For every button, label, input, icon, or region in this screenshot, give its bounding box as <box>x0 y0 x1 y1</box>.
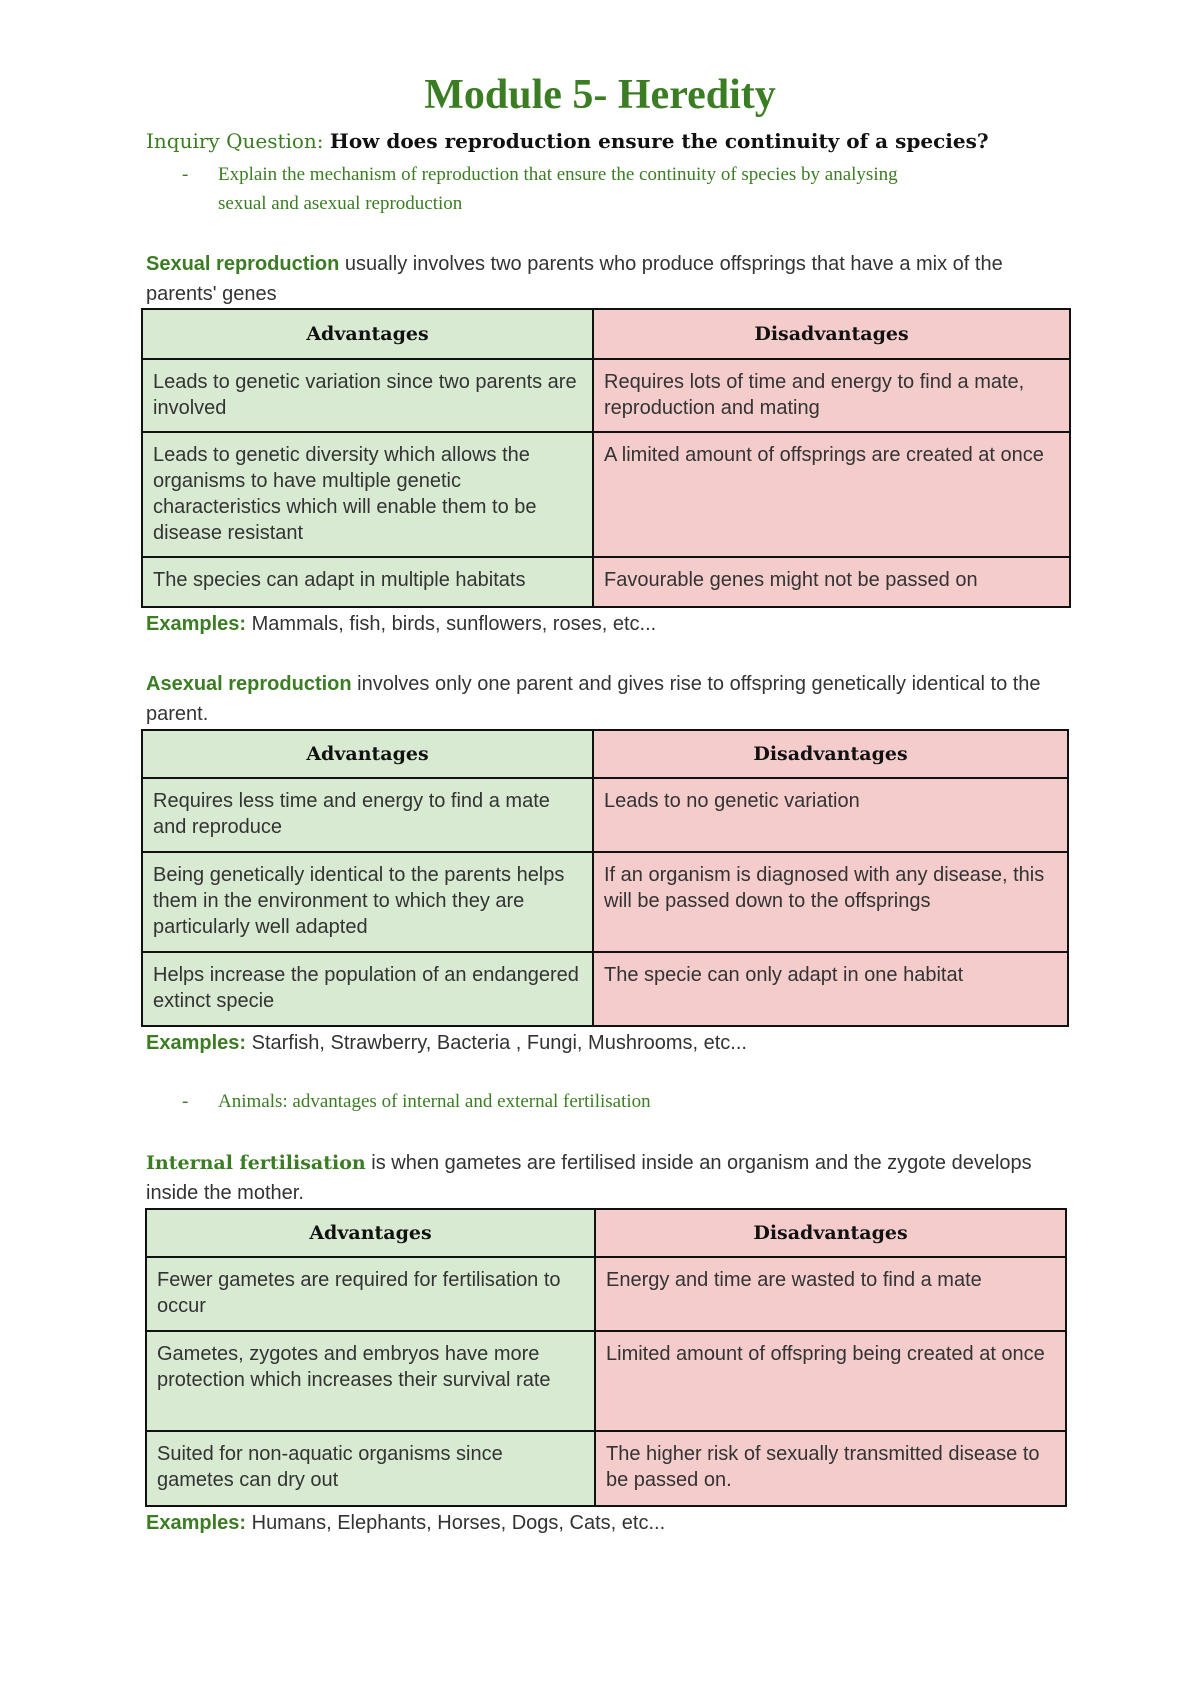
advantage-cell: The species can adapt in multiple habitats <box>142 557 593 607</box>
advantage-cell: Gametes, zygotes and embryos have more protection which increases their survival rate <box>146 1331 595 1431</box>
section-description: is when gametes are fertilised inside an organism and the zygote develops inside the mother. <box>146 1152 1032 1204</box>
examples-text: Starfish, Strawberry, Bacteria , Fungi, Mushrooms, etc... <box>246 1032 747 1054</box>
advantages-header: Advantages <box>142 730 593 778</box>
bullet-dash: - <box>182 164 189 185</box>
examples-text: Mammals, fish, birds, sunflowers, roses, etc... <box>246 613 657 635</box>
disadvantage-cell: Energy and time are wasted to find a mate <box>595 1257 1066 1331</box>
section-term: Internal fertilisation <box>146 1152 366 1174</box>
advantages-header: Advantages <box>142 309 593 359</box>
table-row <box>142 432 1070 557</box>
advantage-cell: Leads to genetic variation since two parents are involved <box>142 359 593 432</box>
disadvantage-cell: The specie can only adapt in one habitat <box>593 952 1068 1026</box>
inquiry-question-text: How does reproduction ensure the continuity of a species? <box>329 129 989 153</box>
table-row <box>146 1257 1066 1331</box>
asexual-reproduction-table <box>141 729 1069 1027</box>
sexual-reproduction-table <box>141 308 1071 608</box>
advantage-cell: Being genetically identical to the parents helps them in the environment to which they are particularly well adapted <box>142 852 593 952</box>
internal-fertilisation-table <box>145 1208 1067 1507</box>
inquiry-label: Inquiry Question: <box>146 129 324 153</box>
disadvantage-cell: Leads to no genetic variation <box>593 778 1068 852</box>
section-description: involves only one parent and gives rise to offspring genetically identical to the parent. <box>146 673 1041 725</box>
syllabus-point-line: sexual and asexual reproduction <box>218 193 463 214</box>
table-row <box>142 952 1068 1026</box>
advantage-cell: Fewer gametes are required for fertilisation to occur <box>146 1257 595 1331</box>
section-intro-asexual <box>146 669 1056 729</box>
examples-label: Examples: <box>146 613 247 635</box>
disadvantages-header: Disadvantages <box>593 730 1068 778</box>
disadvantages-header: Disadvantages <box>593 309 1070 359</box>
page-title: Module 5- Heredity <box>424 72 776 118</box>
bullet-dash: - <box>182 1091 189 1112</box>
examples-asexual <box>146 1030 747 1056</box>
disadvantage-cell: Requires lots of time and energy to find a mate, reproduction and mating <box>593 359 1070 432</box>
disadvantage-cell: A limited amount of offsprings are created at once <box>593 432 1070 557</box>
table-row <box>142 359 1070 432</box>
section-intro-internal <box>146 1148 1056 1208</box>
disadvantage-cell: Limited amount of offspring being created at once <box>595 1331 1066 1431</box>
syllabus-point-line: Explain the mechanism of reproduction that ensure the continuity of species by analysing <box>218 164 898 185</box>
advantages-header: Advantages <box>146 1209 595 1257</box>
table-row <box>146 1431 1066 1506</box>
examples-label: Examples: <box>146 1512 247 1534</box>
advantage-cell: Suited for non-aquatic organisms since gametes can dry out <box>146 1431 595 1506</box>
table-row <box>142 852 1068 952</box>
examples-text: Humans, Elephants, Horses, Dogs, Cats, etc... <box>246 1512 666 1534</box>
disadvantage-cell: The higher risk of sexually transmitted disease to be passed on. <box>595 1431 1066 1506</box>
section-description: usually involves two parents who produce offsprings that have a mix of the parents' genes <box>146 253 1003 305</box>
table-row <box>142 778 1068 852</box>
inquiry-question <box>146 129 989 153</box>
disadvantage-cell: Favourable genes might not be passed on <box>593 557 1070 607</box>
advantage-cell: Leads to genetic diversity which allows the organisms to have multiple genetic characteristics which will enable them to be disease resistant <box>142 432 593 557</box>
section-intro-sexual <box>146 249 1056 309</box>
examples-sexual <box>146 611 656 637</box>
table-row <box>142 557 1070 607</box>
examples-label: Examples: <box>146 1032 247 1054</box>
disadvantage-cell: If an organism is diagnosed with any disease, this will be passed down to the offsprings <box>593 852 1068 952</box>
examples-internal <box>146 1510 665 1536</box>
section-term: Sexual reproduction <box>146 253 340 275</box>
table-row <box>146 1331 1066 1431</box>
section-term: Asexual reproduction <box>146 673 352 695</box>
disadvantages-header: Disadvantages <box>595 1209 1066 1257</box>
syllabus-point-line: Animals: advantages of internal and external fertilisation <box>218 1091 651 1112</box>
advantage-cell: Requires less time and energy to find a mate and reproduce <box>142 778 593 852</box>
advantage-cell: Helps increase the population of an endangered extinct specie <box>142 952 593 1026</box>
